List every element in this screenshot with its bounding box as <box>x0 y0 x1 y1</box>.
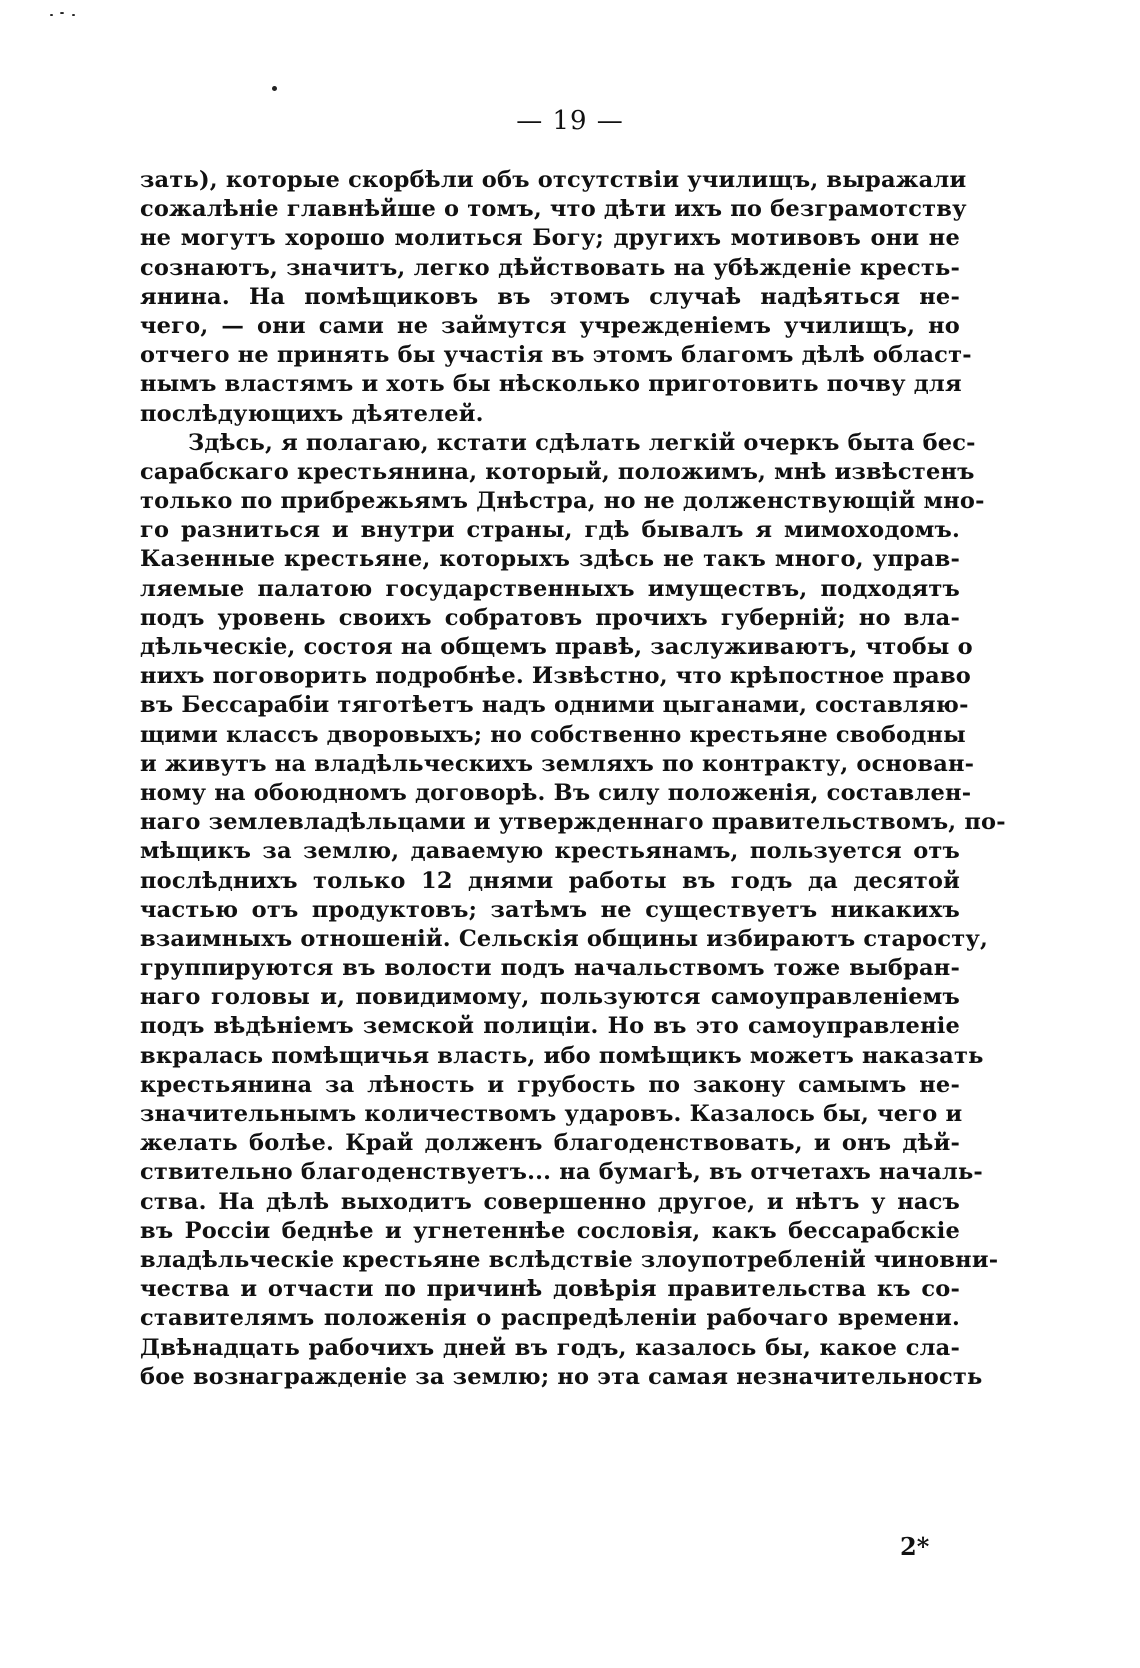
text-line: Двѣнадцать рабочихъ дней въ годъ, казалось бы, какое сла- <box>140 1334 960 1361</box>
text-line: въ Бессарабіи тяготѣетъ надъ одними цыганами, составляю- <box>140 692 969 719</box>
text-line: значительнымъ количествомъ ударовъ. Казалось бы, чего и <box>140 1101 963 1127</box>
scan-speck <box>50 14 53 16</box>
text-line: послѣдующихъ дѣятелей. <box>140 400 484 427</box>
text-line: ляемые палатою государственныхъ имуществъ, подходятъ <box>140 575 960 602</box>
text-line: послѣднихъ только 12 днями работы въ годъ да десятой <box>140 867 960 894</box>
text-line: Здѣсь, я полагаю, кстати сдѣлать легкій очеркъ быта бес- <box>188 429 976 456</box>
text-line: сарабскаго крестьянина, который, положимъ, мнѣ извѣстенъ <box>140 458 975 485</box>
text-line: ставителямъ положенія о распредѣленіи рабочаго времени. <box>140 1305 960 1332</box>
text-line: мѣщикъ за землю, даваемую крестьянамъ, пользуется отъ <box>140 838 960 865</box>
text-line: ному на обоюдномъ договорѣ. Въ силу положенія, составлен- <box>140 779 972 806</box>
text-line: подъ вѣдѣніемъ земской полиціи. Но въ это самоуправленіе <box>140 1013 960 1040</box>
text-line: въ Россіи беднѣе и угнетеннѣе сословія, какъ бессарабскіе <box>140 1217 960 1244</box>
text-line: бое вознагражденіе за землю; но эта самая незначительность <box>140 1363 983 1390</box>
text-line: чества и отчасти по причинѣ довѣрія правительства къ со- <box>140 1276 960 1303</box>
text-line: владѣльческіе крестьяне вслѣдствіе злоупотребленій чиновни- <box>140 1246 999 1273</box>
text-line: нымъ властямъ и хоть бы нѣсколько приготовить почву для <box>140 371 962 398</box>
printer-signature-mark: 2* <box>900 1532 930 1561</box>
text-line: зать), которые скорбѣли объ отсутствіи училищъ, выражали <box>140 167 967 193</box>
text-line: только по прибрежьямъ Днѣстра, но не долженствующій мно- <box>140 488 985 515</box>
text-line: дѣльческіе, состоя на общемъ правѣ, заслуживаютъ, чтобы о <box>140 634 973 660</box>
text-line: крестьянина за лѣность и грубость по закону самымъ не- <box>140 1071 960 1098</box>
text-line: го разниться и внутри страны, гдѣ бывалъ я мимоходомъ. <box>140 517 960 544</box>
text-line: не могутъ хорошо молиться Богу; другихъ мотивовъ они не <box>140 225 960 252</box>
text-line: сознаютъ, значитъ, легко дѣйствовать на убѣжденіе кресть- <box>140 254 960 281</box>
text-line: подъ уровень своихъ собратовъ прочихъ губерній; но вла- <box>140 604 960 631</box>
text-line: группируются въ волости подъ начальствомъ тоже выбран- <box>140 955 960 982</box>
paragraph-1 <box>140 166 972 429</box>
scan-speck <box>72 14 75 16</box>
text-line: наго головы и, повидимому, пользуются самоуправленіемъ <box>140 984 960 1011</box>
text-line: чего, — они сами не займутся учрежденіемъ училищъ, но <box>140 312 960 339</box>
text-line: нихъ поговорить подробнѣе. Извѣстно, что крѣпостное право <box>140 663 972 690</box>
text-line: взаимныхъ отношеній. Сельскія общины избираютъ старосту, <box>140 925 989 952</box>
text-line: наго землевладѣльцами и утвержденнаго правительствомъ, по- <box>140 809 1006 836</box>
body-text <box>140 166 1006 1392</box>
text-line: ствительно благоденствуетъ... на бумагѣ, въ отчетахъ началь- <box>140 1159 983 1186</box>
text-line: щими классъ дворовыхъ; но собственно крестьяне свободны <box>140 721 966 748</box>
text-line: и живутъ на владѣльческихъ земляхъ по контракту, основан- <box>140 750 975 777</box>
text-line: ства. На дѣлѣ выходитъ совершенно другое, и нѣтъ у насъ <box>140 1188 960 1215</box>
text-line: сожалѣніе главнѣйше о томъ, что дѣти ихъ по безграмотству <box>140 196 967 223</box>
scan-speck <box>272 86 277 91</box>
paragraph-2 <box>140 429 1006 1392</box>
text-line: отчего не принять бы участія въ этомъ благомъ дѣлѣ област- <box>140 342 972 369</box>
scan-speck <box>60 12 64 14</box>
text-line: желать болѣе. Край долженъ благоденствовать, и онъ дѣй- <box>140 1130 960 1157</box>
page-number: — 19 — <box>516 106 624 136</box>
text-line: Казенные крестьяне, которыхъ здѣсь не такъ много, управ- <box>140 546 960 573</box>
text-line: вкралась помѣщичья власть, ибо помѣщикъ можетъ наказать <box>140 1042 984 1069</box>
text-line: частью отъ продуктовъ; затѣмъ не существуетъ никакихъ <box>140 896 960 923</box>
text-line: янина. На помѣщиковъ въ этомъ случаѣ надѣяться не- <box>140 283 960 310</box>
